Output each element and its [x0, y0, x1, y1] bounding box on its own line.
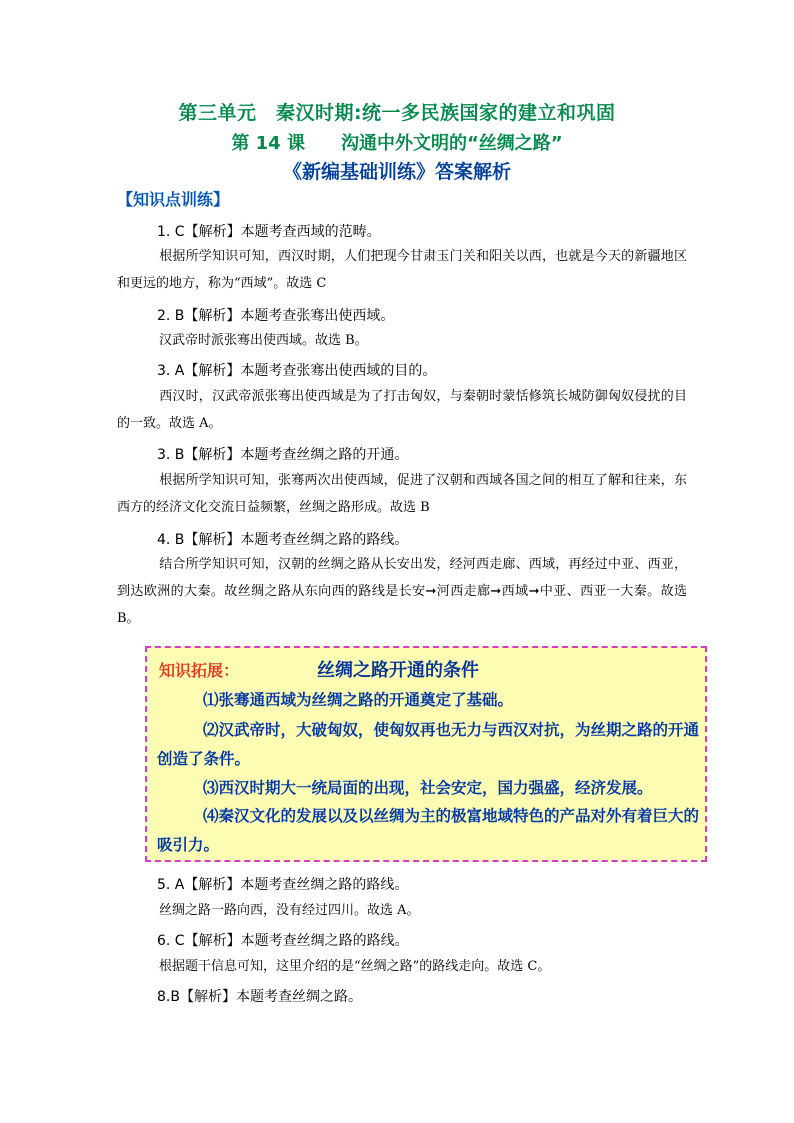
book-title: 《新编基础训练》答案解析	[282, 161, 511, 183]
answer-text: 结合所学知识可知，汉朝的丝绸之路从长安出发，经河西走廊、西域，再经过中亚、西亚，到达欧洲的大秦。故丝绸之路从东向西的路线是长安➞河西走廊➞西域➞中亚、西亚一大秦。故选 B。	[117, 557, 687, 626]
answer-text: 根据题干信息可知，这里介绍的是“丝绸之路”的路线走向。故选 C。	[159, 959, 551, 974]
question-line: 4. B【解析】本题考查丝绸之路的路线。	[157, 532, 409, 548]
section-label: 【知识点训练】	[117, 190, 230, 209]
knowledge-point: ⑶西汉时期大一统局面的出现，社会安定，国力强盛，经济发展。	[203, 779, 653, 797]
question-line: 6. C【解析】本题考查丝绸之路的路线。	[157, 933, 409, 949]
knowledge-point: ⑵汉武帝时，大破匈奴，使匈奴再也无力与西汉对抗，为丝期之路的开通创造了条件。	[157, 721, 700, 768]
knowledge-box-title: 丝绸之路开通的条件	[317, 660, 479, 681]
question-line: 1. C【解析】本题考查西域的范畴。	[157, 224, 381, 240]
knowledge-box	[145, 646, 707, 862]
lesson-title: 第 14 课 沟通中外文明的“丝绸之路”	[231, 133, 563, 154]
answer-text: 根据所学知识可知，西汉时期，人们把现今甘肃玉门关和阳关以西，也就是今天的新疆地区和更远的地方，称为“西域”。故选 C	[117, 249, 687, 291]
question-line: 2. B【解析】本题考查张骞出使西域。	[157, 308, 395, 324]
question-line: 8.B【解析】本题考查丝绸之路。	[157, 989, 362, 1005]
question-line: 3. B【解析】本题考查丝绸之路的开通。	[157, 447, 409, 463]
answer-text: 丝绸之路一路向西，没有经过四川。故选 A。	[159, 903, 420, 918]
knowledge-box-tag: 知识拓展：	[159, 661, 240, 680]
answer-text: 西汉时，汉武帝派张骞出使西域是为了打击匈奴，与秦朝时蒙恬修筑长城防御匈奴侵扰的目的一致。故选 A。	[117, 389, 687, 431]
answer-text: 汉武帝时派张骞出使西域。故选 B。	[159, 333, 368, 348]
question-line: 3. A【解析】本题考查张骞出使西域的目的。	[157, 363, 437, 379]
answer-text: 根据所学知识可知，张骞两次出使西域，促进了汉朝和西域各国之间的相互了解和往来，东西方的经济文化交流日益频繁，丝绸之路形成。故选 B	[117, 473, 687, 515]
knowledge-point: ⑴张骞通西域为丝绸之路的开通奠定了基础。	[203, 691, 514, 709]
question-line: 5. A【解析】本题考查丝绸之路的路线。	[157, 877, 409, 893]
knowledge-point: ⑷秦汉文化的发展以及以丝绸为主的极富地域特色的产品对外有着巨大的吸引力。	[157, 807, 700, 854]
unit-title: 第三单元 秦汉时期:统一多民族国家的建立和巩固	[178, 102, 616, 124]
